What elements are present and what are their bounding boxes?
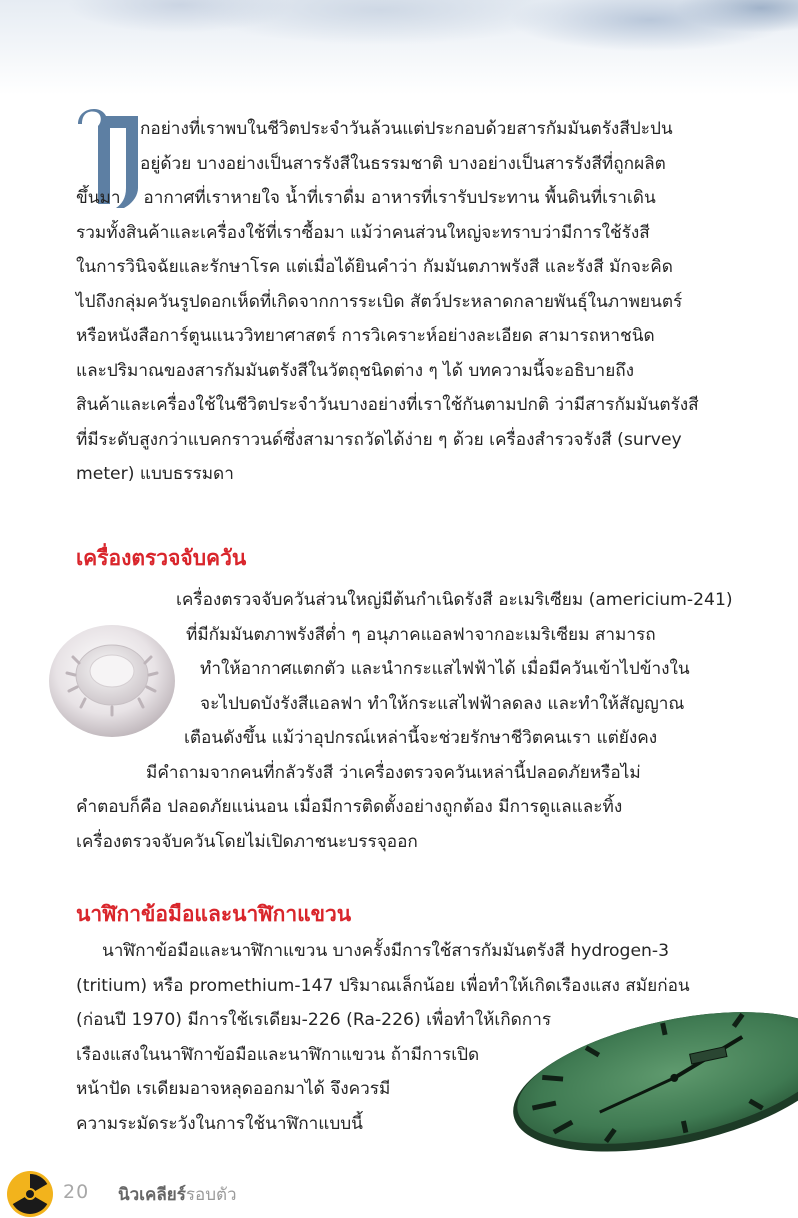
book-title — [118, 1181, 237, 1208]
intro-line-2: อยู่ด้วย บางอย่างเป็นสารรังสีในธรรมชาติ บางอย่างเป็นสารรังสีที่ถูกผลิต — [140, 153, 666, 174]
radiation-icon — [6, 1170, 54, 1218]
intro-line-1: กอย่างที่เราพบในชีวิตประจำวันล้วนแต่ประกอบด้วยสารกัมมันตรังสีปะปน — [140, 119, 673, 139]
intro-line-3-text: อากาศที่เราหายใจ น้ำที่เราดื่ม อาหารที่เรารับประทาน พื้นดินที่เราเดิน — [143, 188, 656, 208]
intro-line-9: สินค้าและเครื่องใช้ในชีวิตประจำวันบางอย่างที่เราใช้กันตามปกติ ว่ามีสารกัมมันตรังสี — [76, 395, 699, 415]
smoke-line-2: ที่มีกัมมันตภาพรังสีต่ำ ๆ อนุภาคแอลฟาจากอะเมริเซียม สามารถ — [186, 624, 656, 645]
watch-line-2: (tritium) หรือ promethium-147 ปริมาณเล็กน้อย เพื่อทำให้เกิดเรืองแสง สมัยก่อน — [76, 975, 690, 996]
smoke-line-5: เตือนดังขึ้น แม้ว่าอุปกรณ์เหล่านี้จะช่วยรักษาชีวิตคนเรา แต่ยังคง — [184, 728, 658, 748]
watch-line-3: (ก่อนปี 1970) มีการใช้เรเดียม-226 (Ra-226) เพื่อทำให้เกิดการ — [76, 1010, 552, 1030]
intro-line-10: ที่มีระดับสูงกว่าแบคกราวนด์ซึ่งสามารถวัดได้ง่าย ๆ ด้วย เครื่องสำรวจรังสี (survey — [76, 429, 682, 450]
smoke-line-4: จะไปบดบังรังสีแอลฟา ทำให้กระแสไฟฟ้าลดลง และทำให้สัญญาณ — [200, 693, 685, 714]
intro-line-11: meter) แบบธรรมดา — [76, 464, 234, 484]
watch-paragraph — [76, 934, 766, 1141]
sky-header-image — [0, 0, 798, 95]
intro-line-3 — [76, 181, 756, 216]
intro-line-6: ไปถึงกลุ่มควันรูปดอกเห็ดที่เกิดจากการระเบิด สัตว์ประหลาดกลายพันธุ์ในภาพยนตร์ — [76, 291, 683, 312]
intro-line-3-prefix: ขึ้นมา — [76, 188, 121, 208]
watch-heading: นาฬิกาข้อมือและนาฬิกาแขวน — [76, 902, 352, 926]
intro-line-4: รวมทั้งสินค้าและเครื่องใช้ที่เราซื้อมา แม้ว่าคนส่วนใหญ่จะทราบว่ามีการใช้รังสี — [76, 222, 650, 243]
watch-line-6: ความระมัดระวังในการใช้นาฬิกาแบบนี้ — [76, 1113, 363, 1134]
intro-paragraph — [76, 112, 756, 492]
intro-line-8: และปริมาณของสารกัมมันตรังสีในวัตถุชนิดต่าง ๆ ได้ บทความนี้จะอธิบายถึง — [76, 360, 635, 381]
watch-line-1: นาฬิกาข้อมือและนาฬิกาแขวน บางครั้งมีการใช้สารกัมมันตรังสี hydrogen-3 — [102, 941, 670, 961]
smoke-detector-heading: เครื่องตรวจจับควัน — [76, 546, 247, 570]
watch-line-4: เรืองแสงในนาฬิกาข้อมือและนาฬิกาแขวน ถ้ามีการเปิด — [76, 1044, 480, 1065]
book-title-rest: รอบตัว — [185, 1185, 237, 1205]
smoke-paragraph — [76, 583, 756, 859]
smoke-line-7: คำตอบก็คือ ปลอดภัยแน่นอน เมื่อมีการติดตั้งอย่างถูกต้อง มีการดูแลและทิ้ง — [76, 797, 623, 817]
watch-line-5: หน้าปัด เรเดียมอาจหลุดออกมาได้ จึงควรมี — [76, 1079, 391, 1099]
page-number: 20 — [63, 1181, 90, 1203]
smoke-line-8: เครื่องตรวจจับควันโดยไม่เปิดภาชนะบรรจุออก — [76, 831, 418, 852]
intro-line-5: ในการวินิจฉัยและรักษาโรค แต่เมื่อได้ยินคำว่า กัมมันตภาพรังสี และรังสี มักจะคิด — [76, 257, 673, 277]
book-title-bold: นิวเคลียร์ — [118, 1185, 186, 1205]
smoke-line-6: มีคำถามจากคนที่กลัวรังสี ว่าเครื่องตรวจควันเหล่านี้ปลอดภัยหรือไม่ — [146, 762, 641, 783]
smoke-line-1: เครื่องตรวจจับควันส่วนใหญ่มีต้นกำเนิดรังสี อะเมริเซียม (americium-241) — [176, 590, 733, 610]
intro-line-7: หรือหนังสือการ์ตูนแนววิทยาศาสตร์ การวิเคราะห์อย่างละเอียด สามารถหาชนิด — [76, 326, 655, 346]
smoke-line-3: ทำให้อากาศแตกตัว และนำกระแสไฟฟ้าได้ เมื่อมีควันเข้าไปข้างใน — [200, 659, 690, 679]
